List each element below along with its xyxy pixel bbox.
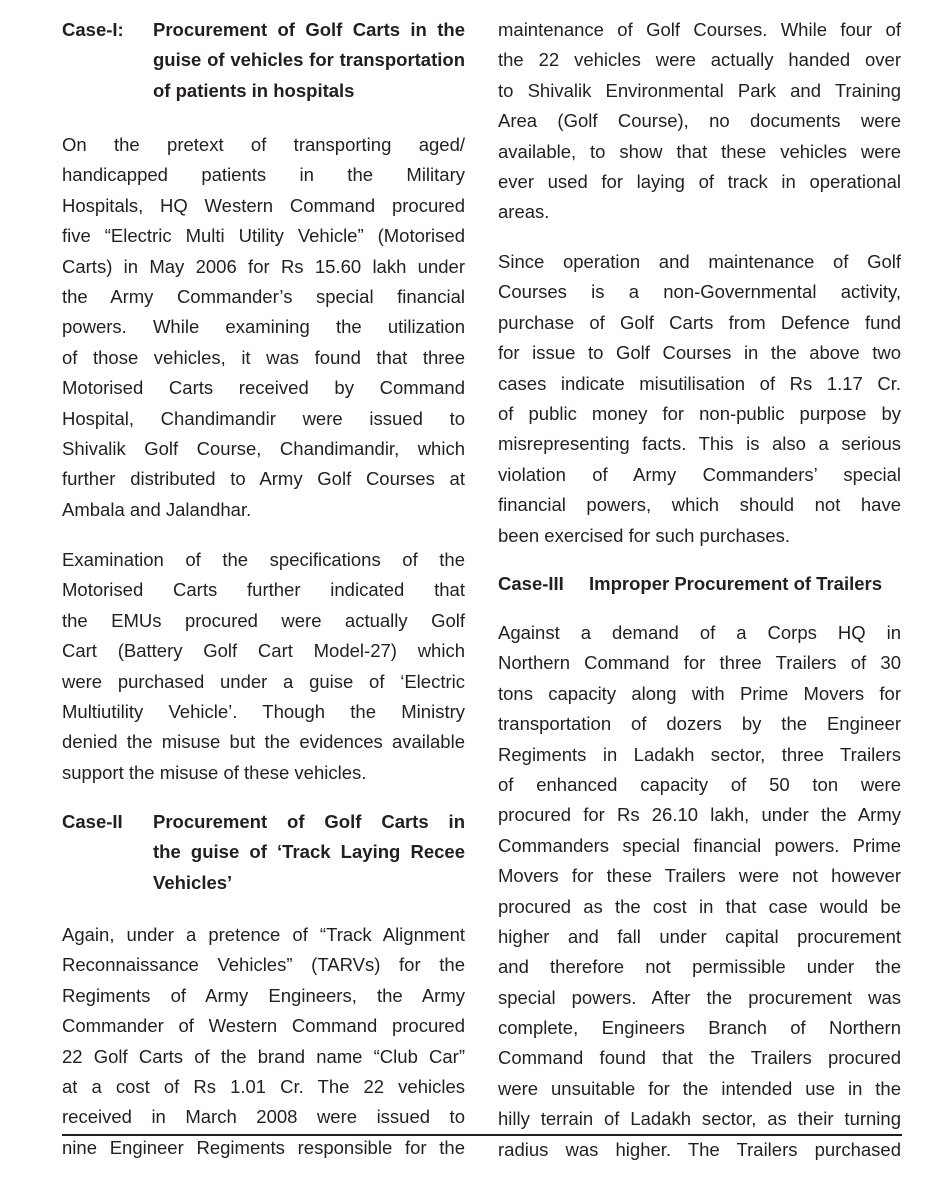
text-line: Again, under a pretence of “Track Alignment — [62, 924, 465, 945]
case-title-line: guise of vehicles for transportation — [153, 49, 465, 71]
text-line: Reconnaissance Vehicles” (TARVs) for the — [62, 954, 465, 976]
text-line: Ambala and Jalandhar. — [62, 498, 252, 520]
paragraph — [62, 545, 465, 788]
text-line: and therefore not permissible under the — [498, 956, 901, 978]
text-line: cases indicate misutilisation of Rs 1.17 Cr. — [498, 372, 901, 394]
case-title — [589, 569, 901, 599]
text-line: radius was higher. The Trailers purchased — [498, 1138, 901, 1160]
text-line: received in March 2008 were issued to — [62, 1106, 465, 1128]
text-line: available, to show that these vehicles were — [498, 140, 901, 162]
text-line: Hospitals, HQ Western Command procured — [62, 194, 465, 216]
text-line: to Shivalik Environmental Park and Training — [498, 79, 901, 101]
text-line: Since operation and maintenance of Golf — [498, 251, 901, 272]
text-line: Motorised Carts further indicated that — [62, 579, 465, 601]
text-line: Commanders special financial powers. Prime — [498, 834, 901, 856]
text-line: Multiutility Vehicle’. Though the Ministry — [62, 700, 465, 722]
text-line: the Army Commander’s special financial — [62, 285, 465, 307]
text-line: Command found that the Trailers procured — [498, 1047, 901, 1069]
case-label: Case-III — [498, 573, 564, 594]
text-line: Shivalik Golf Course, Chandimandir, which — [62, 437, 465, 459]
case-title — [153, 15, 465, 106]
text-line: Regiments in Ladakh sector, three Trailers — [498, 743, 901, 765]
text-line: at a cost of Rs 1.01 Cr. The 22 vehicles — [62, 1075, 465, 1097]
case-title-line: Procurement of Golf Carts in the — [153, 19, 465, 40]
case-heading — [62, 807, 465, 898]
footer-rule — [62, 1134, 902, 1136]
text-line: 22 Golf Carts of the brand name “Club Car” — [62, 1045, 465, 1067]
text-line: hilly terrain of Ladakh sector, as their turning — [498, 1108, 901, 1130]
text-line: procured for Rs 26.10 lakh, under the Army — [498, 804, 901, 826]
text-line: violation of Army Commanders’ special — [498, 463, 901, 485]
case-heading — [498, 569, 901, 599]
text-line: were purchased under a guise of ‘Electric — [62, 670, 465, 692]
case-label: Case-II — [62, 811, 123, 832]
text-line: Examination of the specifications of the — [62, 549, 465, 570]
case-label: Case-I: — [62, 19, 124, 40]
paragraph — [62, 920, 465, 1163]
text-line: of public money for non-public purpose by — [498, 402, 901, 424]
paragraph — [498, 15, 901, 228]
case-title-line: Vehicles’ — [153, 871, 233, 893]
case-title-line: Improper Procurement of Trailers — [589, 573, 883, 594]
text-line: Northern Command for three Trailers of 30 — [498, 652, 901, 674]
case-title — [153, 807, 465, 898]
text-line: were unsuitable for the intended use in the — [498, 1077, 901, 1099]
text-line: denied the misuse but the evidences available — [62, 731, 465, 753]
text-line: financial powers, which should not have — [498, 494, 901, 516]
text-line: the 22 vehicles were actually handed over — [498, 49, 901, 71]
text-line: been exercised for such purchases. — [498, 524, 791, 546]
text-line: of those vehicles, it was found that three — [62, 346, 465, 368]
case-heading — [62, 15, 465, 106]
text-line: misrepresenting facts. This is also a serious — [498, 433, 901, 455]
text-line: the EMUs procured were actually Golf — [62, 609, 465, 631]
text-line: On the pretext of transporting aged/ — [62, 134, 465, 155]
text-line: Movers for these Trailers were not however — [498, 865, 901, 887]
case-title-line: the guise of ‘Track Laying Recee — [153, 841, 465, 863]
text-line: Motorised Carts received by Command — [62, 377, 465, 399]
text-line: further distributed to Army Golf Courses at — [62, 468, 465, 490]
text-line: of enhanced capacity of 50 ton were — [498, 773, 901, 795]
text-line: support the misuse of these vehicles. — [62, 761, 367, 783]
text-line: ever used for laying of track in operational — [498, 170, 901, 192]
text-line: nine Engineer Regiments responsible for the — [62, 1136, 465, 1158]
text-line: higher and fall under capital procurement — [498, 925, 901, 947]
text-line: Regiments of Army Engineers, the Army — [62, 984, 465, 1006]
text-line: special powers. After the procurement was — [498, 986, 901, 1008]
text-line: transportation of dozers by the Engineer — [498, 713, 901, 735]
text-line: Cart (Battery Golf Cart Model-27) which — [62, 640, 465, 662]
paragraph — [498, 618, 901, 1165]
text-line: Carts) in May 2006 for Rs 15.60 lakh under — [62, 255, 465, 277]
paragraph — [498, 247, 901, 551]
text-line: procured as the cost in that case would be — [498, 895, 901, 917]
case-title-line: Procurement of Golf Carts in — [153, 811, 465, 832]
text-line: Courses is a non-Governmental activity, — [498, 281, 901, 303]
text-line: areas. — [498, 201, 550, 223]
text-line: for issue to Golf Courses in the above two — [498, 342, 901, 364]
text-line: five “Electric Multi Utility Vehicle” (Motorised — [62, 225, 465, 247]
paragraph — [62, 130, 465, 525]
text-line: Hospital, Chandimandir were issued to — [62, 407, 465, 429]
text-line: maintenance of Golf Courses. While four of — [498, 19, 901, 40]
text-line: Area (Golf Course), no documents were — [498, 110, 901, 132]
text-line: Commander of Western Command procured — [62, 1015, 465, 1037]
text-line: tons capacity along with Prime Movers for — [498, 682, 901, 704]
text-line: powers. While examining the utilization — [62, 316, 465, 338]
text-line: complete, Engineers Branch of Northern — [498, 1017, 901, 1039]
text-line: Against a demand of a Corps HQ in — [498, 622, 901, 643]
text-line: handicapped patients in the Military — [62, 164, 465, 186]
case-title-line: of patients in hospitals — [153, 79, 355, 101]
text-line: purchase of Golf Carts from Defence fund — [498, 311, 901, 333]
